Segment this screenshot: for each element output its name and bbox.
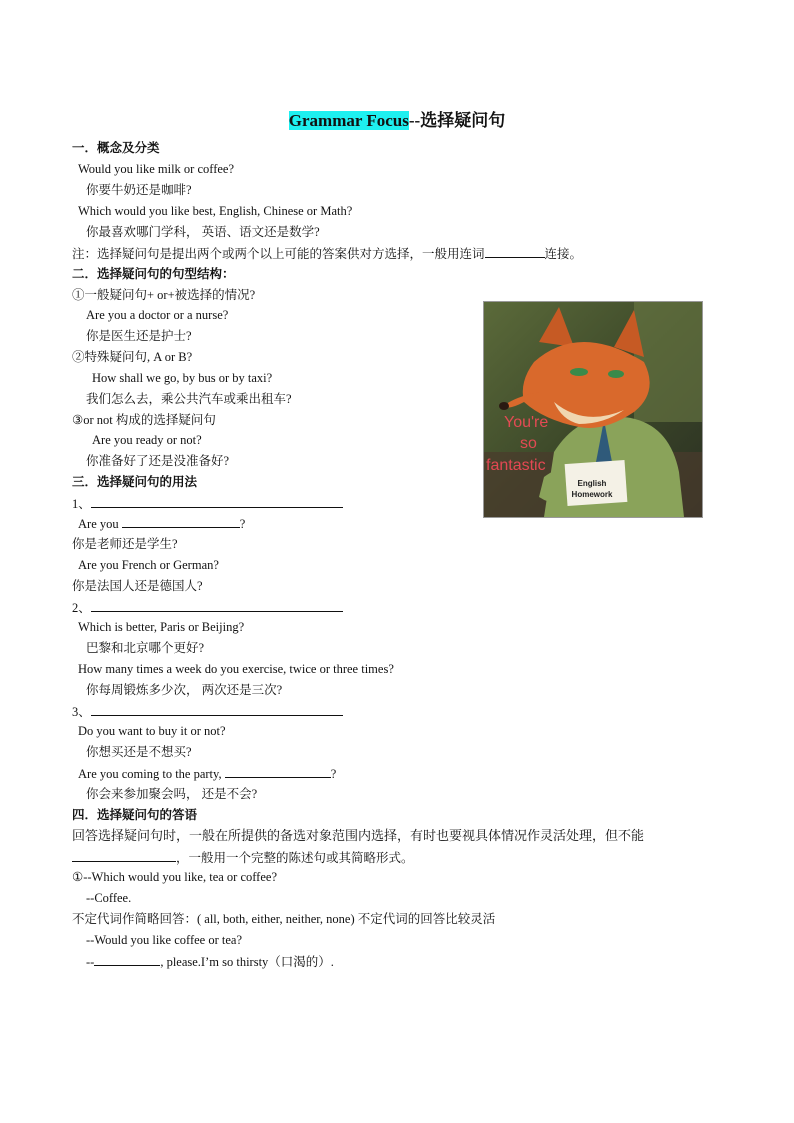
fill-blank — [91, 495, 343, 508]
translation-line: 你要牛奶还是咖啡? — [86, 183, 192, 197]
example-line: How shall we go, by bus or by taxi? — [92, 371, 273, 385]
dialogue-start: -- — [86, 955, 95, 969]
paragraph-line — [72, 849, 414, 866]
fill-blank — [225, 765, 331, 778]
translation-line: 你想买还是不想买? — [86, 745, 192, 759]
title-highlight: Grammar Focus — [288, 111, 409, 130]
example-start: Are you — [78, 517, 119, 531]
overlay-text-1: You're — [504, 414, 549, 431]
note-line — [72, 245, 582, 262]
section-1-heading: 一．概念及分类 — [72, 141, 160, 155]
example-line: Would you like milk or coffee? — [78, 162, 235, 176]
note-text: 注：选择疑问句是提出两个或两个以上可能的答案供对方选择，一般用连词 — [72, 247, 485, 261]
pattern-line: ①一般疑问句+ or+被选择的情况? — [72, 288, 256, 302]
section-3-heading: 三．选择疑问句的用法 — [72, 475, 198, 489]
example-end: ? — [330, 767, 337, 781]
card-text-2: Homework — [571, 490, 613, 499]
pattern-line: ②特殊疑问句, A or B? — [72, 350, 193, 364]
example-line: Are you a doctor or a nurse? — [86, 308, 229, 322]
example-line — [78, 765, 336, 782]
fill-blank — [94, 953, 160, 966]
example-line: Do you want to buy it or not? — [78, 724, 226, 738]
example-start: Are you coming to the party, — [78, 767, 222, 781]
eye-right — [608, 370, 624, 378]
fox-image-svg — [484, 302, 702, 517]
translation-line: 你是法国人还是德国人? — [72, 579, 203, 593]
translation-line: 你准备好了还是没准备好? — [86, 454, 230, 468]
translation-line: 你最喜欢哪门学科， 英语、语文还是数学? — [86, 225, 320, 239]
overlay-text-3: fantastic — [486, 457, 546, 474]
fox-illustration — [483, 301, 703, 518]
fill-blank — [485, 245, 545, 258]
pattern-line: ③or not 构成的选择疑问句 — [72, 413, 216, 427]
section-4-heading: 四．选择疑问句的答语 — [72, 808, 198, 822]
example-line: Are you French or German? — [78, 558, 219, 572]
translation-line: 你会来参加聚会吗， 还是不会? — [86, 787, 258, 801]
note-end: 连接。 — [544, 247, 583, 261]
usage-number: 2、 — [72, 601, 91, 615]
example-line: How many times a week do you exercise, twice or three times? — [78, 662, 394, 676]
fill-blank — [91, 599, 343, 612]
nose — [499, 402, 509, 410]
example-end: ? — [239, 517, 246, 531]
fill-blank — [72, 849, 176, 862]
translation-line: 巴黎和北京哪个更好? — [86, 641, 205, 655]
translation-line: 我们怎么去，乘公共汽车或乘出租车? — [86, 392, 292, 406]
translation-line: 你是医生还是护士? — [86, 329, 192, 343]
translation-line: 你是老师还是学生? — [72, 537, 178, 551]
section-2-heading: 二．选择疑问句的句型结构： — [72, 267, 235, 281]
card-text-1: English — [577, 479, 607, 488]
dialogue-line — [86, 953, 334, 970]
usage-3 — [72, 703, 343, 720]
fill-blank — [91, 703, 343, 716]
example-line: Are you ready or not? — [92, 433, 202, 447]
usage-1 — [72, 495, 343, 512]
paragraph-line: 回答选择疑问句时，一般在所提供的备选对象范围内选择，有时也要视具体情况作灵活处理，但不能 — [72, 828, 645, 843]
fill-blank — [122, 515, 240, 528]
title-rest: --选择疑问句 — [408, 111, 506, 130]
dialogue-line: --Coffee. — [86, 891, 132, 905]
example-line — [78, 515, 245, 532]
example-line: Which would you like best, English, Chinese or Math? — [78, 204, 353, 218]
dialogue-line: ①--Which would you like, tea or coffee? — [72, 870, 277, 884]
example-line: Which is better, Paris or Beijing? — [78, 620, 245, 634]
translation-line: 你每周锻炼多少次， 两次还是三次? — [86, 683, 283, 697]
dialogue-line: --Would you like coffee or tea? — [86, 933, 242, 947]
paragraph-end: ，一般用一个完整的陈述句或其简略形式。 — [176, 851, 414, 865]
usage-2 — [72, 599, 343, 616]
overlay-text-2: so — [520, 435, 537, 452]
dialogue-end: , please.I’m so thirsty（口渴的）. — [160, 955, 334, 969]
note-line: 不定代词作简略回答：( all, both, either, neither, none) 不定代词的回答比较灵活 — [72, 912, 496, 926]
usage-number: 3、 — [72, 705, 91, 719]
usage-number: 1、 — [72, 497, 91, 511]
page-title — [0, 106, 794, 131]
eye-left — [570, 368, 588, 376]
